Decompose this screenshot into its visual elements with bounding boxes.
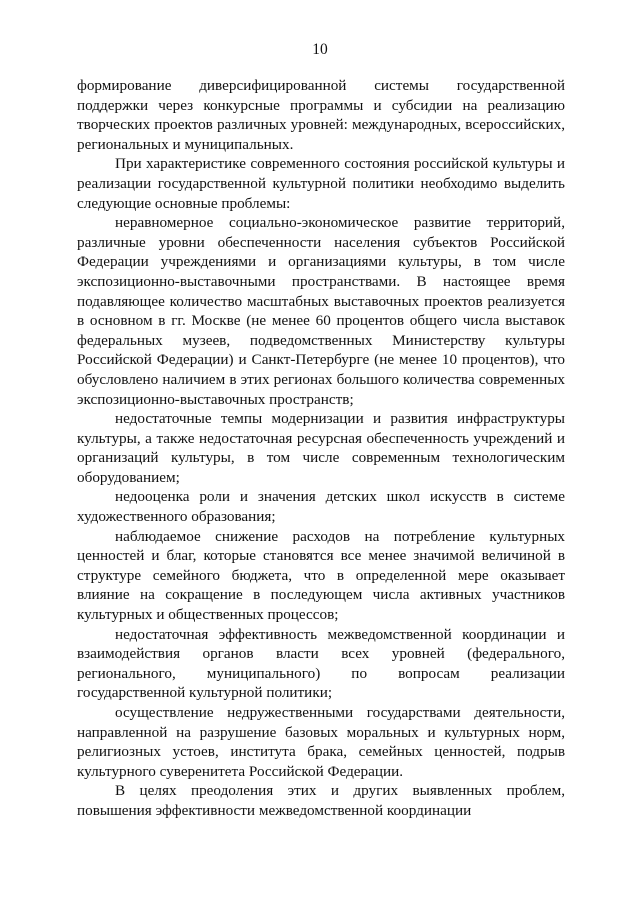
paragraph-continuation: формирование диверсифицированной системы государственной поддержки через конкурсные программы и субсидии на реализацию творческих проектов различных уровней: международных, всероссийских, региональных и муниципальных. (77, 77, 565, 153)
paragraph-problem-infrastructure: недостаточные темпы модернизации и развития инфраструктуры культуры, а также недостаточная ресурсная обеспеченность учреждений и организаций культуры, в том числе современным технологическим оборудованием; (77, 410, 565, 486)
paragraph-problem-unfriendly-states: осуществление недружественными государствами деятельности, направленной на разрушение базовых моральных и культурных норм, религиозных устоев, института брака, семейных ценностей, подрыв культурного суверенитета Российской Федерации. (77, 704, 565, 780)
paragraph-problem-art-schools: недооценка роли и значения детских школ искусств в системе художественного образования; (77, 488, 565, 526)
paragraph-problem-uneven-development: неравномерное социально-экономическое развитие территорий, различные уровни обеспеченности населения субъектов Российской Федерации учреждениями и организациями культуры, в том числе экспозиционно-выставочными пространствами. В настоящее время подавляющее количество масштабных выставочных проектов реализуется в основном в гг. Москве (не менее 60 процентов общего числа выставок федеральных музеев, подведомственных Министерству культуры Российской Федерации) и Санкт-Петербурге (не менее 10 процентов), что обусловлено наличием в этих регионах большого количества современных экспозиционно-выставочных пространств; (77, 214, 565, 408)
paragraph-goals: В целях преодоления этих и других выявленных проблем, повышения эффективности межведомственной координации (77, 782, 565, 819)
body-text (77, 76, 565, 821)
paragraph-problem-consumption: наблюдаемое снижение расходов на потребление культурных ценностей и благ, которые становятся все менее значимой величиной в структуре семейного бюджета, что в определенной мере оказывает влияние на сокращение в последующем числа активных участников культурных и общественных процессов; (77, 527, 565, 624)
paragraph-problem-coordination: недостаточная эффективность межведомственной координации и взаимодействия органов власти всех уровней (федерального, регионального, муниципального) по вопросам реализации государственной культурной политики; (77, 625, 565, 702)
paragraph-intro-problems: При характеристике современного состояния российской культуры и реализации государственной культурной политики необходимо выделить следующие основные проблемы: (77, 155, 565, 212)
page-number: 10 (312, 41, 328, 58)
